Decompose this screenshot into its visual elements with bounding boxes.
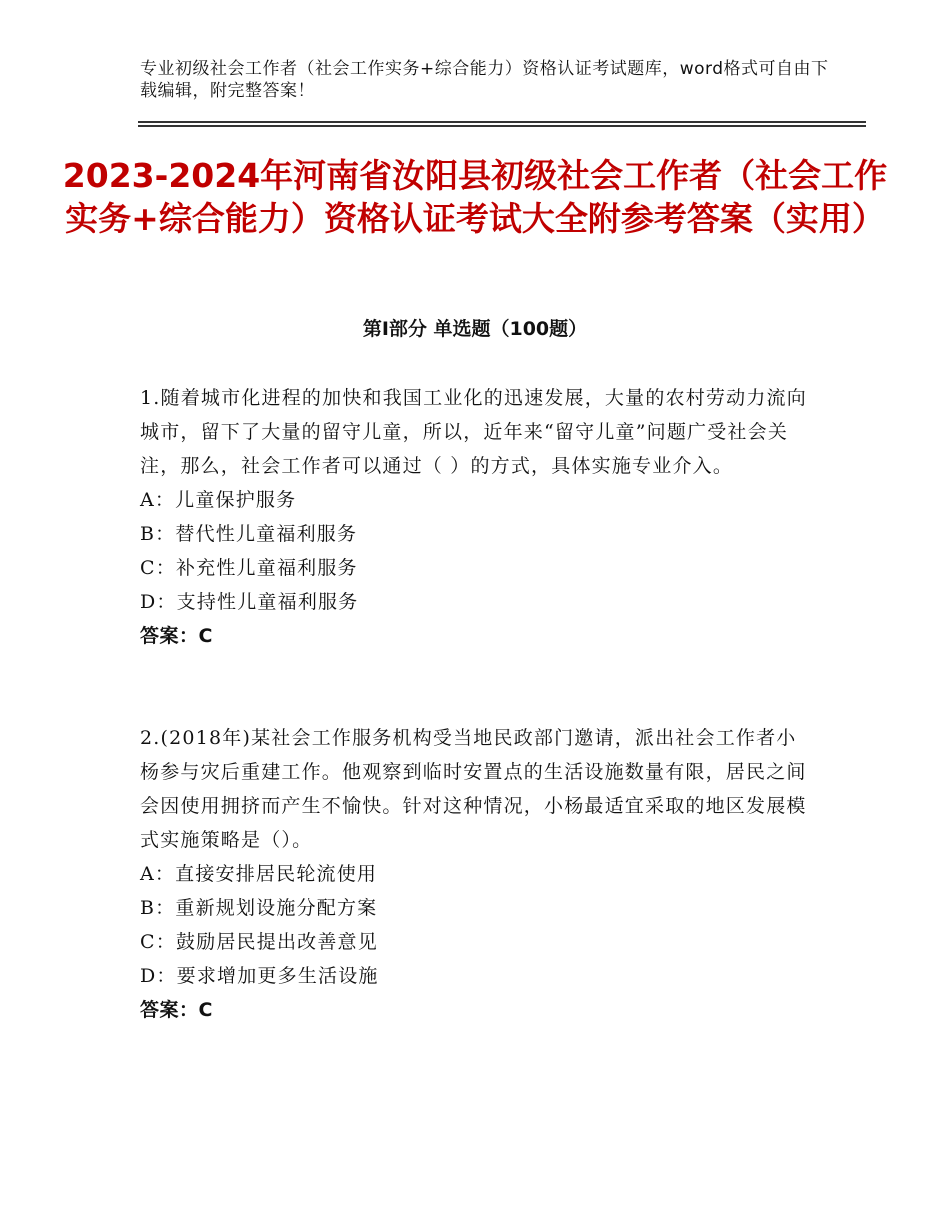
option-c: C：补充性儿童福利服务 — [140, 557, 358, 579]
header-divider — [138, 121, 866, 129]
divider-line — [138, 125, 866, 127]
divider-line — [138, 121, 866, 123]
answer-line: 答案：C — [140, 999, 213, 1021]
option-d: D：支持性儿童福利服务 — [140, 591, 359, 613]
option-list — [140, 857, 810, 993]
option-b: B：替代性儿童福利服务 — [140, 523, 358, 545]
header-note: 专业初级社会工作者（社会工作实务+综合能力）资格认证考试题库，word格式可自由下载编辑，附完整答案！ — [140, 59, 829, 101]
question-text: 1.随着城市化进程的加快和我国工业化的迅速发展，大量的农村劳动力流向城市，留下了大量的留守儿童，所以，近年来“留守儿童”问题广受社会关注，那么，社会工作者可以通过（ ）的方式，具体实施专业介入。 — [140, 387, 807, 477]
option-b: B：重新规划设施分配方案 — [140, 897, 378, 919]
option-d: D：要求增加更多生活设施 — [140, 965, 379, 987]
question-item — [140, 381, 810, 653]
option-c: C：鼓励居民提出改善意见 — [140, 931, 378, 953]
answer-line: 答案：C — [140, 625, 213, 647]
option-list — [140, 483, 810, 619]
option-a: A：直接安排居民轮流使用 — [140, 863, 378, 885]
question-text: 2.(2018年)某社会工作服务机构受当地民政部门邀请，派出社会工作者小杨参与灾后重建工作。他观察到临时安置点的生活设施数量有限，居民之间会因使用拥挤而产生不愉快。针对这种情况，小杨最适宜采取的地区发展模式实施策略是（）。 — [140, 727, 807, 851]
question-item — [140, 721, 810, 1027]
section-heading: 第Ⅰ部分 单选题（100题） — [362, 318, 588, 340]
document-title: 2023-2024年河南省汝阳县初级社会工作者（社会工作实务+综合能力）资格认证考试大全附参考答案（实用） — [62, 156, 888, 238]
option-a: A：儿童保护服务 — [140, 489, 297, 511]
